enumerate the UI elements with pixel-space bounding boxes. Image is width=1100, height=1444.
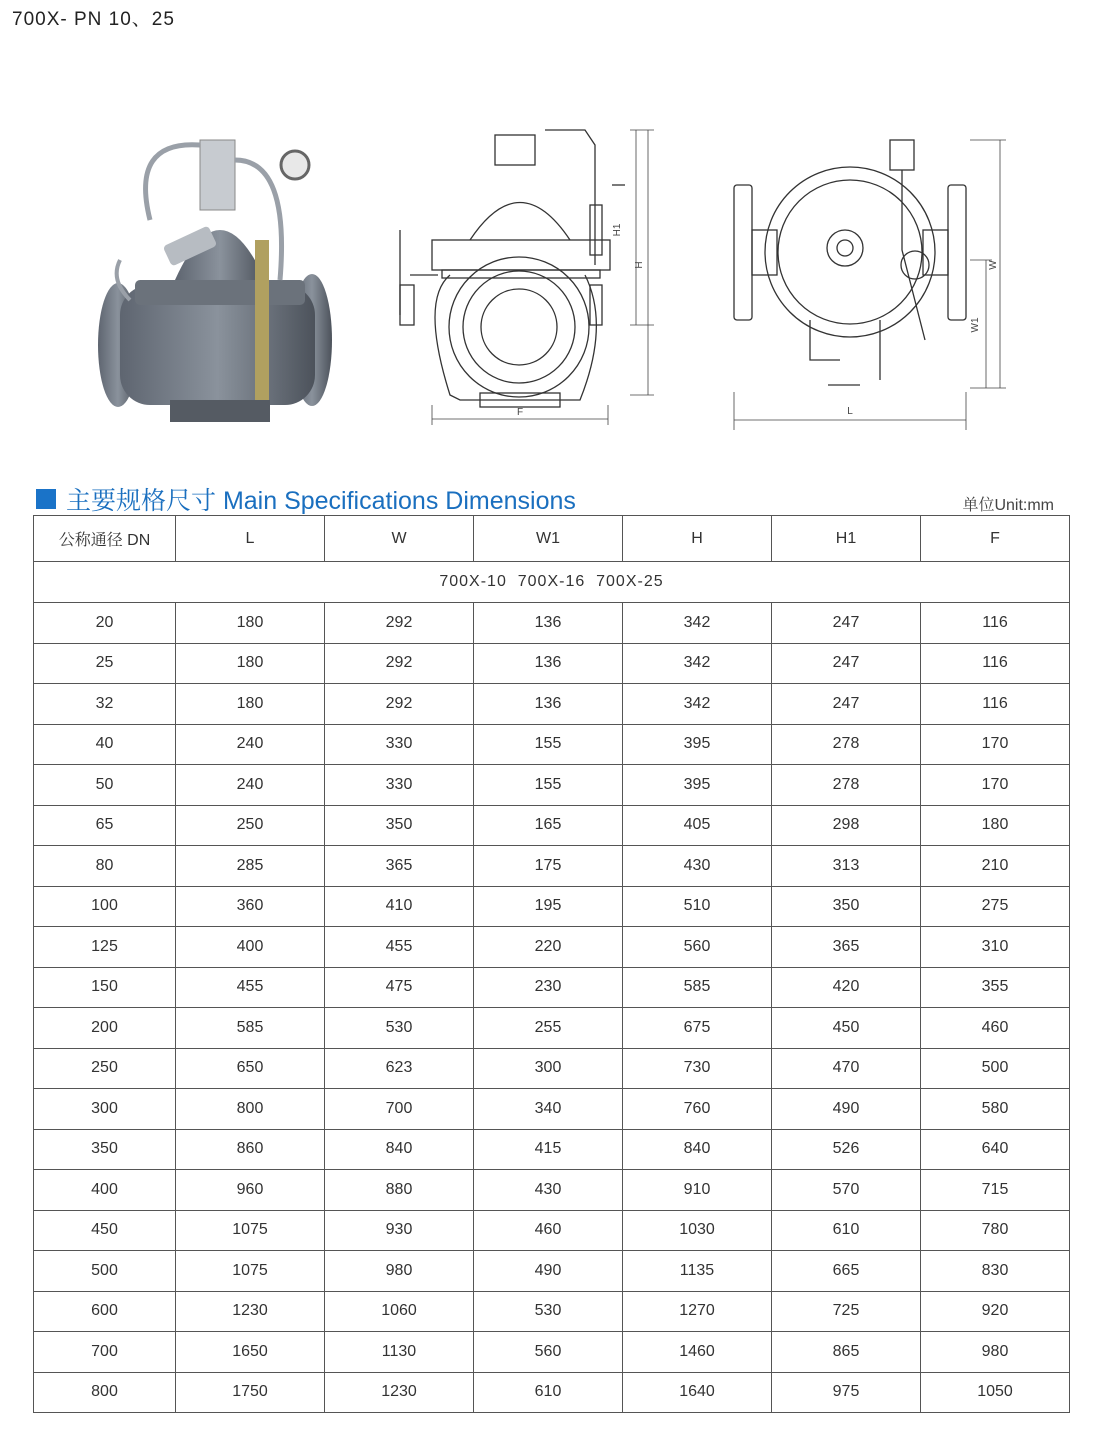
- table-cell: 500: [921, 1048, 1070, 1089]
- table-cell: 80: [34, 846, 176, 887]
- table-cell: 210: [921, 846, 1070, 887]
- table-cell: 180: [176, 603, 325, 644]
- table-cell: 570: [772, 1170, 921, 1211]
- table-cell: 725: [772, 1291, 921, 1332]
- table-cell: 136: [474, 684, 623, 725]
- table-cell: 278: [772, 724, 921, 765]
- table-cell: 150: [34, 967, 176, 1008]
- table-cell: 220: [474, 927, 623, 968]
- table-row: [34, 1048, 1070, 1089]
- table-cell: 865: [772, 1332, 921, 1373]
- table-cell: 530: [325, 1008, 474, 1049]
- table-row: [34, 967, 1070, 1008]
- table-row: [34, 927, 1070, 968]
- table-cell: 1640: [623, 1372, 772, 1413]
- table-cell: 330: [325, 765, 474, 806]
- table-cell: 430: [623, 846, 772, 887]
- table-cell: 250: [34, 1048, 176, 1089]
- table-cell: 430: [474, 1170, 623, 1211]
- table-cell: 610: [772, 1210, 921, 1251]
- table-cell: 65: [34, 805, 176, 846]
- table-cell: 310: [921, 927, 1070, 968]
- table-cell: 342: [623, 603, 772, 644]
- table-cell: 116: [921, 643, 1070, 684]
- table-cell: 650: [176, 1048, 325, 1089]
- table-row: [34, 1129, 1070, 1170]
- table-cell: 1075: [176, 1210, 325, 1251]
- table-cell: 600: [34, 1291, 176, 1332]
- table-cell: 247: [772, 684, 921, 725]
- header-h1: H1: [772, 516, 921, 562]
- table-cell: 395: [623, 765, 772, 806]
- table-cell: 470: [772, 1048, 921, 1089]
- front-view-drawing: [380, 125, 660, 435]
- table-cell: 460: [921, 1008, 1070, 1049]
- table-cell: 580: [921, 1089, 1070, 1130]
- table-cell: 365: [772, 927, 921, 968]
- table-cell: 298: [772, 805, 921, 846]
- table-cell: 623: [325, 1048, 474, 1089]
- table-cell: 415: [474, 1129, 623, 1170]
- table-cell: 395: [623, 724, 772, 765]
- table-cell: 610: [474, 1372, 623, 1413]
- dim-h1-label: H1: [612, 223, 623, 237]
- table-cell: 1650: [176, 1332, 325, 1373]
- table-cell: 700: [34, 1332, 176, 1373]
- table-cell: 490: [474, 1251, 623, 1292]
- table-cell: 455: [176, 967, 325, 1008]
- table-cell: 1060: [325, 1291, 474, 1332]
- dim-f-label: F: [516, 407, 524, 418]
- table-cell: 350: [325, 805, 474, 846]
- table-cell: 165: [474, 805, 623, 846]
- table-cell: 1460: [623, 1332, 772, 1373]
- table-cell: 920: [921, 1291, 1070, 1332]
- product-figures: [0, 90, 1100, 440]
- table-header-row: [34, 516, 1070, 562]
- table-row: [34, 684, 1070, 725]
- table-cell: 860: [176, 1129, 325, 1170]
- spec-table: [33, 515, 1070, 1413]
- section-title: 主要规格尺寸 Main Specifications Dimensions: [66, 487, 576, 515]
- table-cell: 980: [921, 1332, 1070, 1373]
- table-cell: 930: [325, 1210, 474, 1251]
- table-cell: 247: [772, 643, 921, 684]
- table-cell: 275: [921, 886, 1070, 927]
- table-cell: 300: [34, 1089, 176, 1130]
- table-cell: 1750: [176, 1372, 325, 1413]
- table-cell: 455: [325, 927, 474, 968]
- group-label: 700X-10 700X-16 700X-25: [34, 562, 1070, 603]
- table-cell: 360: [176, 886, 325, 927]
- table-cell: 1075: [176, 1251, 325, 1292]
- valve-photo: [90, 100, 340, 430]
- table-cell: 700: [325, 1089, 474, 1130]
- table-cell: 32: [34, 684, 176, 725]
- table-row: [34, 1170, 1070, 1211]
- table-cell: 247: [772, 603, 921, 644]
- dim-w-label: W: [988, 260, 999, 270]
- table-cell: 975: [772, 1372, 921, 1413]
- table-cell: 240: [176, 765, 325, 806]
- table-cell: 800: [176, 1089, 325, 1130]
- table-cell: 330: [325, 724, 474, 765]
- header-w: W: [325, 516, 474, 562]
- dim-h-label: H: [634, 261, 645, 269]
- table-row: [34, 1372, 1070, 1413]
- table-cell: 195: [474, 886, 623, 927]
- table-cell: 1230: [325, 1372, 474, 1413]
- table-cell: 1030: [623, 1210, 772, 1251]
- table-cell: 350: [772, 886, 921, 927]
- table-cell: 40: [34, 724, 176, 765]
- table-cell: 715: [921, 1170, 1070, 1211]
- table-cell: 136: [474, 643, 623, 684]
- table-cell: 292: [325, 643, 474, 684]
- table-cell: 500: [34, 1251, 176, 1292]
- table-cell: 400: [34, 1170, 176, 1211]
- table-cell: 675: [623, 1008, 772, 1049]
- table-row: [34, 846, 1070, 887]
- table-cell: 460: [474, 1210, 623, 1251]
- table-cell: 240: [176, 724, 325, 765]
- table-row: [34, 1008, 1070, 1049]
- table-cell: 155: [474, 765, 623, 806]
- table-cell: 450: [34, 1210, 176, 1251]
- table-row: [34, 603, 1070, 644]
- unit-label: 单位Unit:mm: [962, 497, 1054, 514]
- table-cell: 116: [921, 684, 1070, 725]
- table-cell: 1230: [176, 1291, 325, 1332]
- dim-l-label: L: [847, 406, 853, 417]
- table-cell: 180: [176, 643, 325, 684]
- table-cell: 400: [176, 927, 325, 968]
- table-row: [34, 643, 1070, 684]
- group-row: [34, 562, 1070, 603]
- table-cell: 526: [772, 1129, 921, 1170]
- table-cell: 730: [623, 1048, 772, 1089]
- section-header: [36, 484, 576, 514]
- table-cell: 350: [34, 1129, 176, 1170]
- table-cell: 125: [34, 927, 176, 968]
- table-cell: 420: [772, 967, 921, 1008]
- table-cell: 180: [176, 684, 325, 725]
- model-title: 700X- PN 10、25: [12, 9, 175, 30]
- table-row: [34, 805, 1070, 846]
- table-row: [34, 724, 1070, 765]
- table-cell: 300: [474, 1048, 623, 1089]
- table-row: [34, 765, 1070, 806]
- table-cell: 200: [34, 1008, 176, 1049]
- table-cell: 510: [623, 886, 772, 927]
- table-cell: 530: [474, 1291, 623, 1332]
- table-cell: 285: [176, 846, 325, 887]
- table-row: [34, 1291, 1070, 1332]
- table-cell: 585: [623, 967, 772, 1008]
- table-row: [34, 1210, 1070, 1251]
- table-cell: 880: [325, 1170, 474, 1211]
- dim-w1-label: W1: [970, 317, 981, 333]
- table-cell: 910: [623, 1170, 772, 1211]
- table-cell: 342: [623, 643, 772, 684]
- table-cell: 490: [772, 1089, 921, 1130]
- table-cell: 1270: [623, 1291, 772, 1332]
- table-cell: 1050: [921, 1372, 1070, 1413]
- table-cell: 250: [176, 805, 325, 846]
- table-cell: 50: [34, 765, 176, 806]
- table-cell: 560: [474, 1332, 623, 1373]
- table-cell: 175: [474, 846, 623, 887]
- table-cell: 313: [772, 846, 921, 887]
- table-cell: 1135: [623, 1251, 772, 1292]
- table-cell: 780: [921, 1210, 1070, 1251]
- table-cell: 365: [325, 846, 474, 887]
- table-cell: 116: [921, 603, 1070, 644]
- table-cell: 230: [474, 967, 623, 1008]
- header-dn: 公称通径 DN: [34, 516, 176, 562]
- table-cell: 800: [34, 1372, 176, 1413]
- table-cell: 410: [325, 886, 474, 927]
- table-cell: 170: [921, 765, 1070, 806]
- table-cell: 355: [921, 967, 1070, 1008]
- table-cell: 170: [921, 724, 1070, 765]
- table-cell: 292: [325, 684, 474, 725]
- table-row: [34, 1089, 1070, 1130]
- header-h: H: [623, 516, 772, 562]
- table-cell: 840: [623, 1129, 772, 1170]
- table-cell: 450: [772, 1008, 921, 1049]
- table-cell: 25: [34, 643, 176, 684]
- table-cell: 405: [623, 805, 772, 846]
- table-cell: 840: [325, 1129, 474, 1170]
- header-w1: W1: [474, 516, 623, 562]
- table-cell: 585: [176, 1008, 325, 1049]
- table-cell: 292: [325, 603, 474, 644]
- table-cell: 255: [474, 1008, 623, 1049]
- table-cell: 640: [921, 1129, 1070, 1170]
- table-cell: 136: [474, 603, 623, 644]
- table-cell: 155: [474, 724, 623, 765]
- table-cell: 180: [921, 805, 1070, 846]
- table-cell: 960: [176, 1170, 325, 1211]
- table-cell: 980: [325, 1251, 474, 1292]
- table-cell: 20: [34, 603, 176, 644]
- table-cell: 340: [474, 1089, 623, 1130]
- section-square-icon: [36, 489, 56, 509]
- table-cell: 342: [623, 684, 772, 725]
- table-cell: 1130: [325, 1332, 474, 1373]
- table-cell: 760: [623, 1089, 772, 1130]
- table-cell: 830: [921, 1251, 1070, 1292]
- table-row: [34, 886, 1070, 927]
- table-row: [34, 1251, 1070, 1292]
- table-cell: 475: [325, 967, 474, 1008]
- header-l: L: [176, 516, 325, 562]
- table-row: [34, 1332, 1070, 1373]
- table-cell: 100: [34, 886, 176, 927]
- table-cell: 665: [772, 1251, 921, 1292]
- top-view-drawing: [730, 130, 1020, 440]
- table-cell: 560: [623, 927, 772, 968]
- table-cell: 278: [772, 765, 921, 806]
- header-f: F: [921, 516, 1070, 562]
